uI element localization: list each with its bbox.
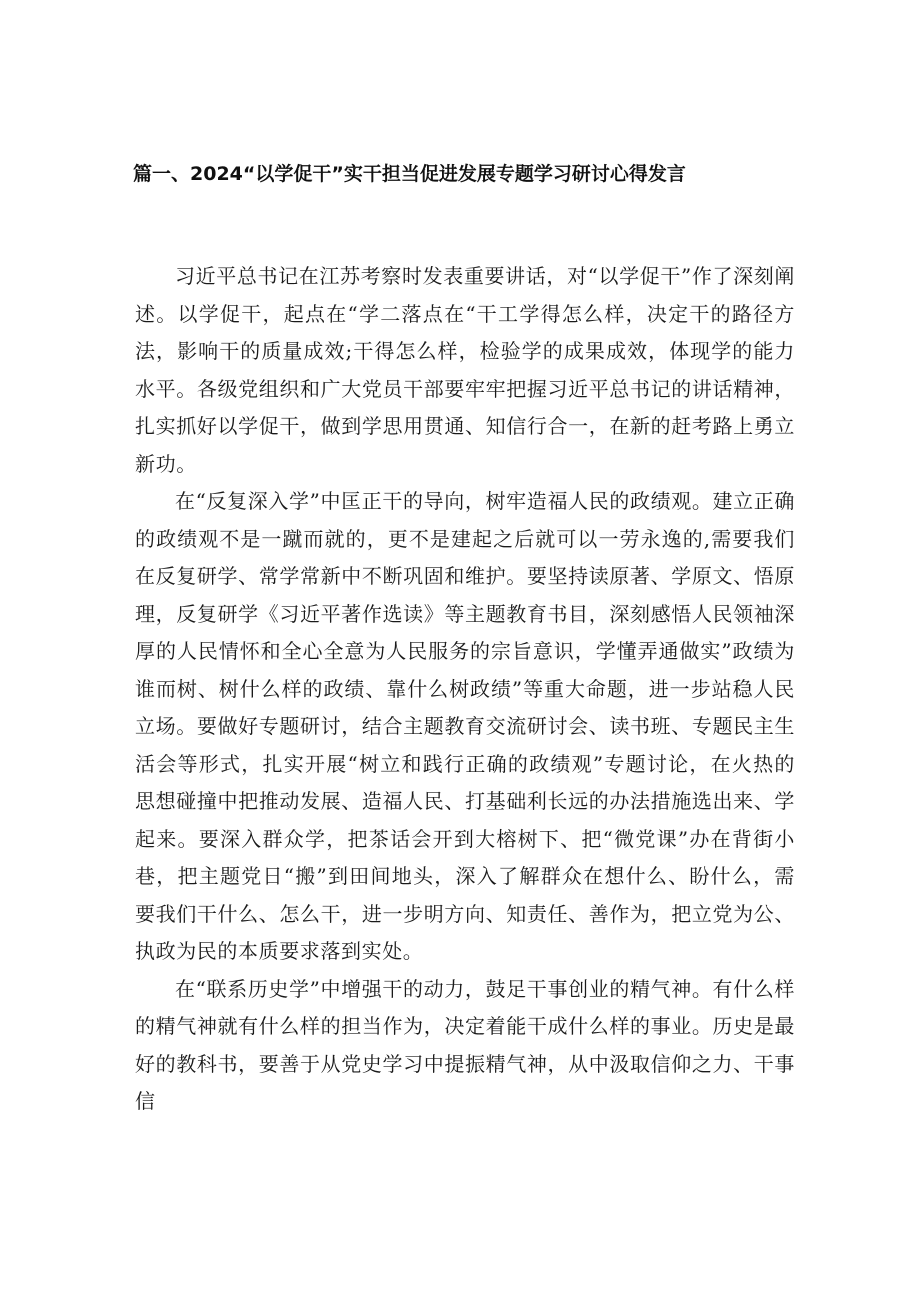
document-body bbox=[135, 258, 795, 1121]
paragraph-1: 习近平总书记在江苏考察时发表重要讲话，对“以学促干”作了深刻阐述。以学促干，起点在“学二落点在“干工学得怎么样，决定干的路径方法，影响干的质量成效;干得怎么样，检验学的成果成效，体现学的能力水平。各级党组织和广大党员干部要牢牢把握习近平总书记的讲话精神，扎实抓好以学促干，做到学思用贯通、知信行合一，在新的赶考路上勇立新功。 bbox=[135, 264, 795, 476]
paragraph-3: 在“联系历史学”中增强干的动力，鼓足干事创业的精气神。有什么样的精气神就有什么样的担当作为，决定着能干成什么样的事业。历史是最好的教科书，要善于从党史学习中提振精气神，从中汲取信仰之力、干事信 bbox=[135, 976, 795, 1113]
document-title: 篇一、2024“以学促干”实干担当促进发展专题学习研讨心得发言 bbox=[133, 163, 686, 185]
paragraph-2: 在“反复深入学”中匡正干的导向，树牢造福人民的政绩观。建立正确的政绩观不是一蹴而就的，更不是建起之后就可以一劳永逸的,需要我们在反复研学、常学常新中不断巩固和维护。要坚持读原著、学原文、悟原理，反复研学《习近平著作选读》等主题教育书目，深刻感悟人民领袖深厚的人民情怀和全心全意为人民服务的宗旨意识，学懂弄通做实”政绩为谁而树、树什么样的政绩、靠什么树政绩”等重大命题，进一步站稳人民立场。要做好专题研讨，结合主题教育交流研讨会、读书班、专题民主生活会等形式，扎实开展“树立和践行正确的政绩观”专题讨论，在火热的思想碰撞中把推动发展、造福人民、打基础利长远的办法措施选出来、学起来。要深入群众学，把茶话会开到大榕树下、把“微党课”办在背街小巷，把主题党日“搬”到田间地头，深入了解群众在想什么、盼什么，需要我们干什么、怎么干，进一步明方向、知责任、善作为，把立党为公、执政为民的本质要求落到实处。 bbox=[135, 489, 795, 963]
